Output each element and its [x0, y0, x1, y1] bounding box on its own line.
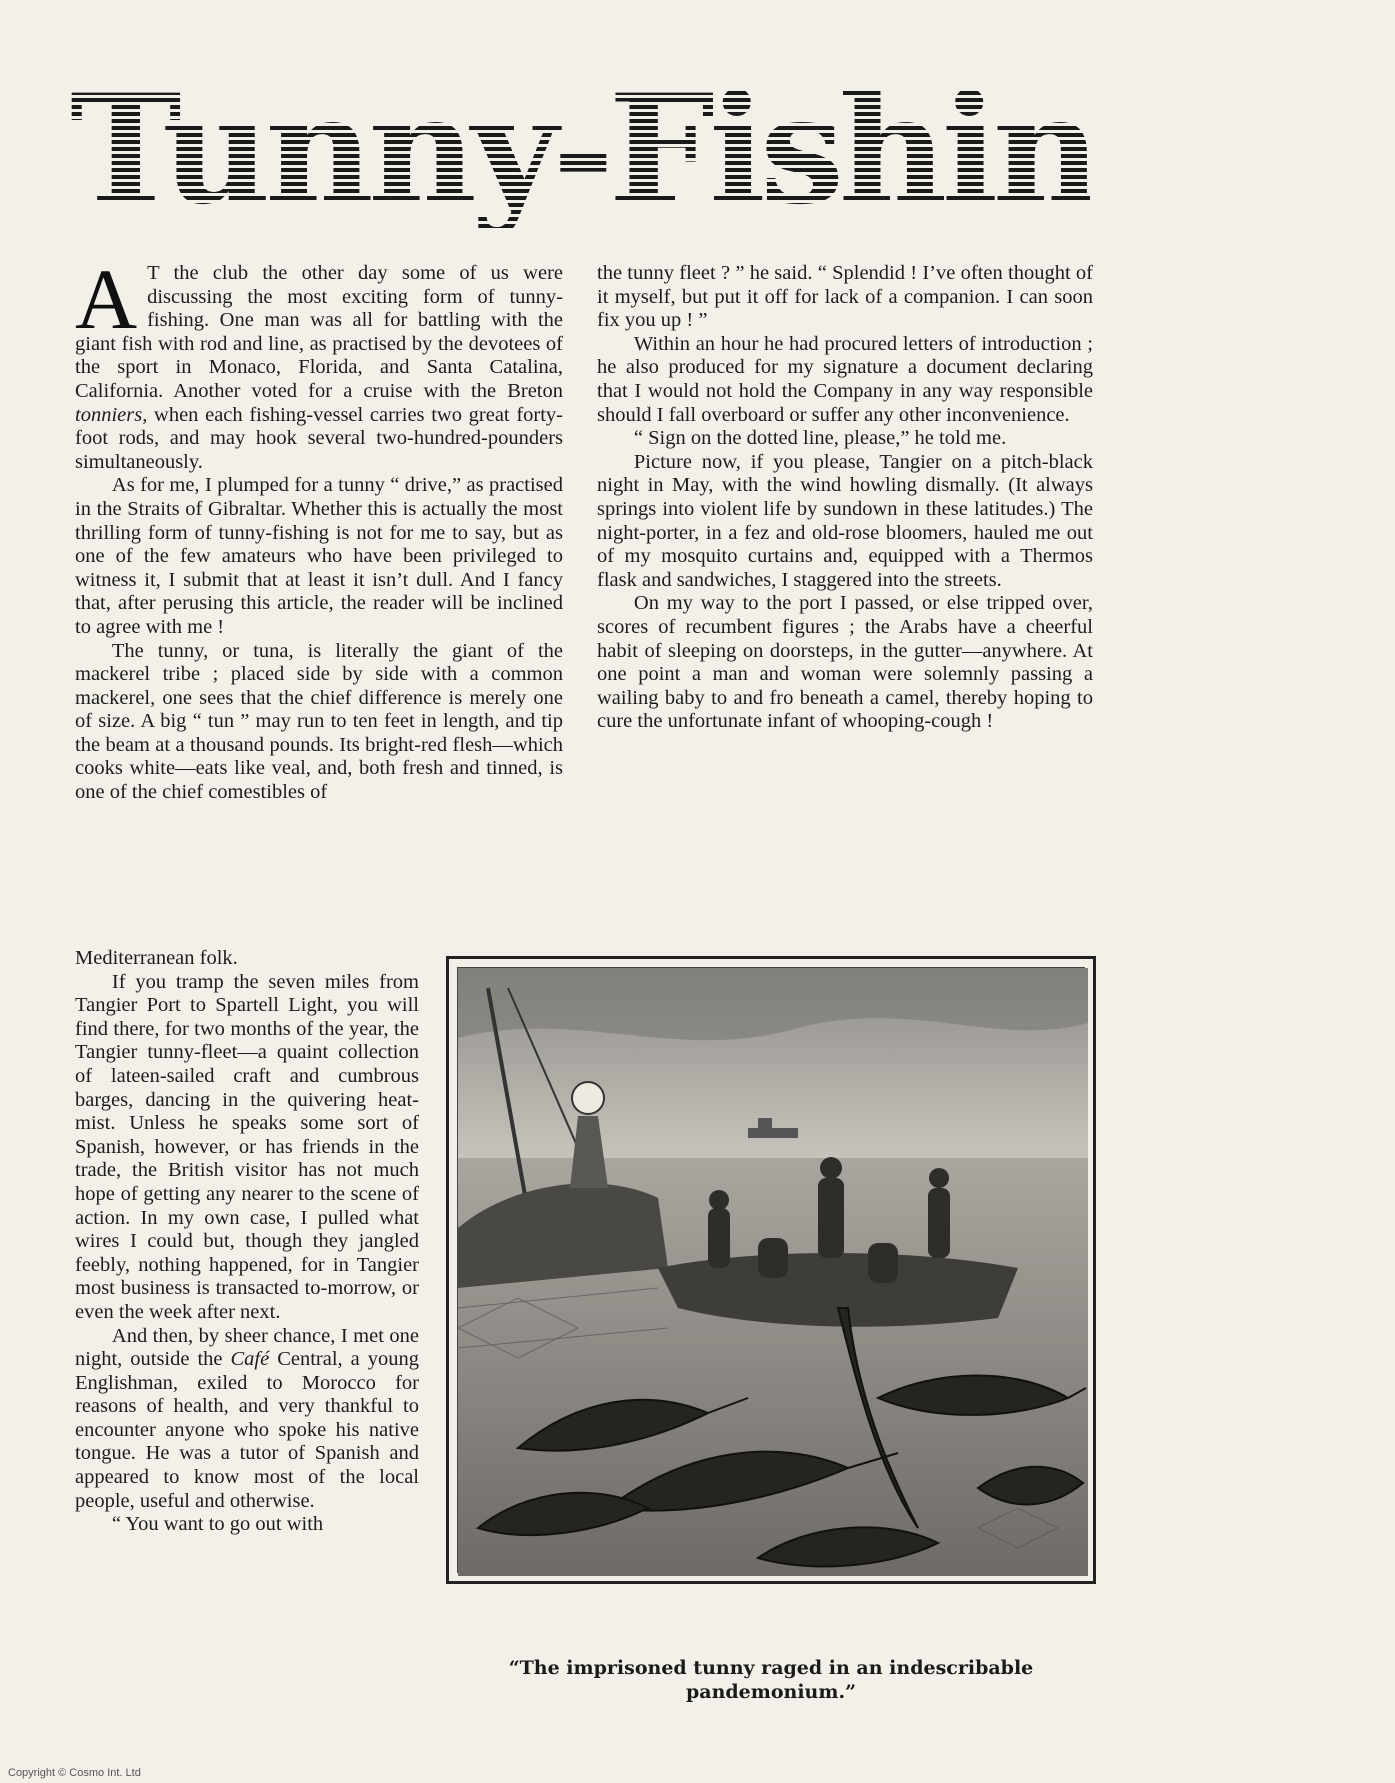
paragraph-text: Central, a young Englishman, exiled to Morocco for reasons of health, and very thankful to encounter anyone who spoke his native tongue. He was a tutor of Spanish and appeared to know most of the local people, useful and otherwise. — [75, 1348, 419, 1512]
right-column — [597, 262, 1093, 734]
right-paragraph-3: “ Sign on the dotted line, please,” he told me. — [633, 427, 1007, 450]
right-paragraph-2: Within an hour he had procured letters of introduction ; he also produced for my signature a document declaring that I would not hold the Company in any way responsible should I fall overboard or suffer any other inconvenience. — [597, 332, 1093, 426]
paragraph-1 — [75, 251, 563, 474]
left-column-bottom — [75, 947, 419, 1537]
illustration-caption — [446, 1656, 1096, 1704]
copyright-watermark: Copyright © Cosmo Int. Ltd — [8, 1767, 141, 1779]
left-column-top — [75, 251, 563, 805]
paragraph-6: “ You want to go out with — [111, 1513, 324, 1536]
italic-term: Café — [230, 1348, 270, 1371]
right-paragraph-5: On my way to the port I passed, or else tripped over, scores of recumbent figures ; the Arabs have a cheerful habit of sleeping on doorsteps, in the gutter—anywhere. At one point a man and woman were solemnly passing a wailing baby to and fro beneath a camel, thereby hoping to cure the unfortunate infant of whooping-cough ! — [597, 592, 1093, 733]
paragraph-3-end: Mediterranean folk. — [75, 947, 238, 969]
drop-cap: A — [75, 251, 138, 347]
paragraph-3: The tunny, or tuna, is literally the giant of the mackerel tribe ; placed side by side with a common mackerel, one sees that the chief difference is merely one of size. A big “ tun ” may run to ten feet in length, and tip the beam at a thousand pounds. Its bright-red flesh—which cooks white—eats like veal, and, both fresh and tinned, is one of the chief comestibles of — [75, 639, 563, 804]
paragraph-text: And then, by sheer chance, I met one night, outside the — [75, 1324, 419, 1371]
paragraph-2: As for me, I plumped for a tunny “ drive,” as practised in the Straits of Gibraltar. Whether this is actually the most thrilling form of tunny-fishing is not for me to say, but as one of the few amateurs who have been privileged to witness it, I submit that at least it isn’t dull. And I fancy that, after perusing this article, the reader will be inclined to agree with me ! — [75, 474, 563, 638]
caption-line-1: “The imprisoned tunny raged in an indescribable — [508, 1657, 1034, 1679]
paragraph-text: T the club the other day some of us were discussing the most exciting form of tunny-fishing. One man was all for battling with the giant fish with rod and line, as practised by the devotees of the sport in Monaco, Florida, and Santa Catalina, California. Another voted for a cruise with the Breton — [75, 262, 563, 402]
article-headline: Tunny-Fishing in — [70, 62, 1395, 238]
right-paragraph-1: the tunny fleet ? ” he said. “ Splendid ! I’ve often thought of it myself, but put it off for lack of a companion. I can soon fix you up ! ” — [597, 262, 1093, 332]
paragraph-5 — [75, 1325, 419, 1514]
italic-term: tonniers, — [75, 403, 148, 426]
illustration-frame — [446, 956, 1096, 1584]
paragraph-text: when each fishing-vessel carries two great forty-foot rods, and may hook several two-hundred-pounders simultaneously. — [75, 403, 563, 473]
caption-line-2: pandemonium.” — [685, 1681, 857, 1703]
paragraph-4: If you tramp the seven miles from Tangier Port to Spartell Light, you will find there, for two months of the year, the Tangier tunny-fleet—a quaint collection of lateen-sailed craft and cumbrous barges, dancing in the quivering heat-mist. Unless he speaks some sort of Spanish, however, or has friends in the trade, the British visitor has not much hope of getting any nearer to the scene of action. In my own case, I pulled what wires I could but, though they jangled feebly, nothing happened, for in Tangier most business is transacted to-morrow, or even the week after next. — [75, 970, 419, 1323]
tunny-illustration — [457, 967, 1085, 1573]
illustration-drawing — [458, 968, 1088, 1576]
right-paragraph-4: Picture now, if you please, Tangier on a pitch-black night in May, with the wind howling dismally. (It always springs into violent life by sundown in these latitudes.) The night-porter, in a fez and old-rose bloomers, hauled me out of my mosquito curtains and, equipped with a Thermos flask and sandwiches, I staggered into the streets. — [597, 450, 1093, 591]
